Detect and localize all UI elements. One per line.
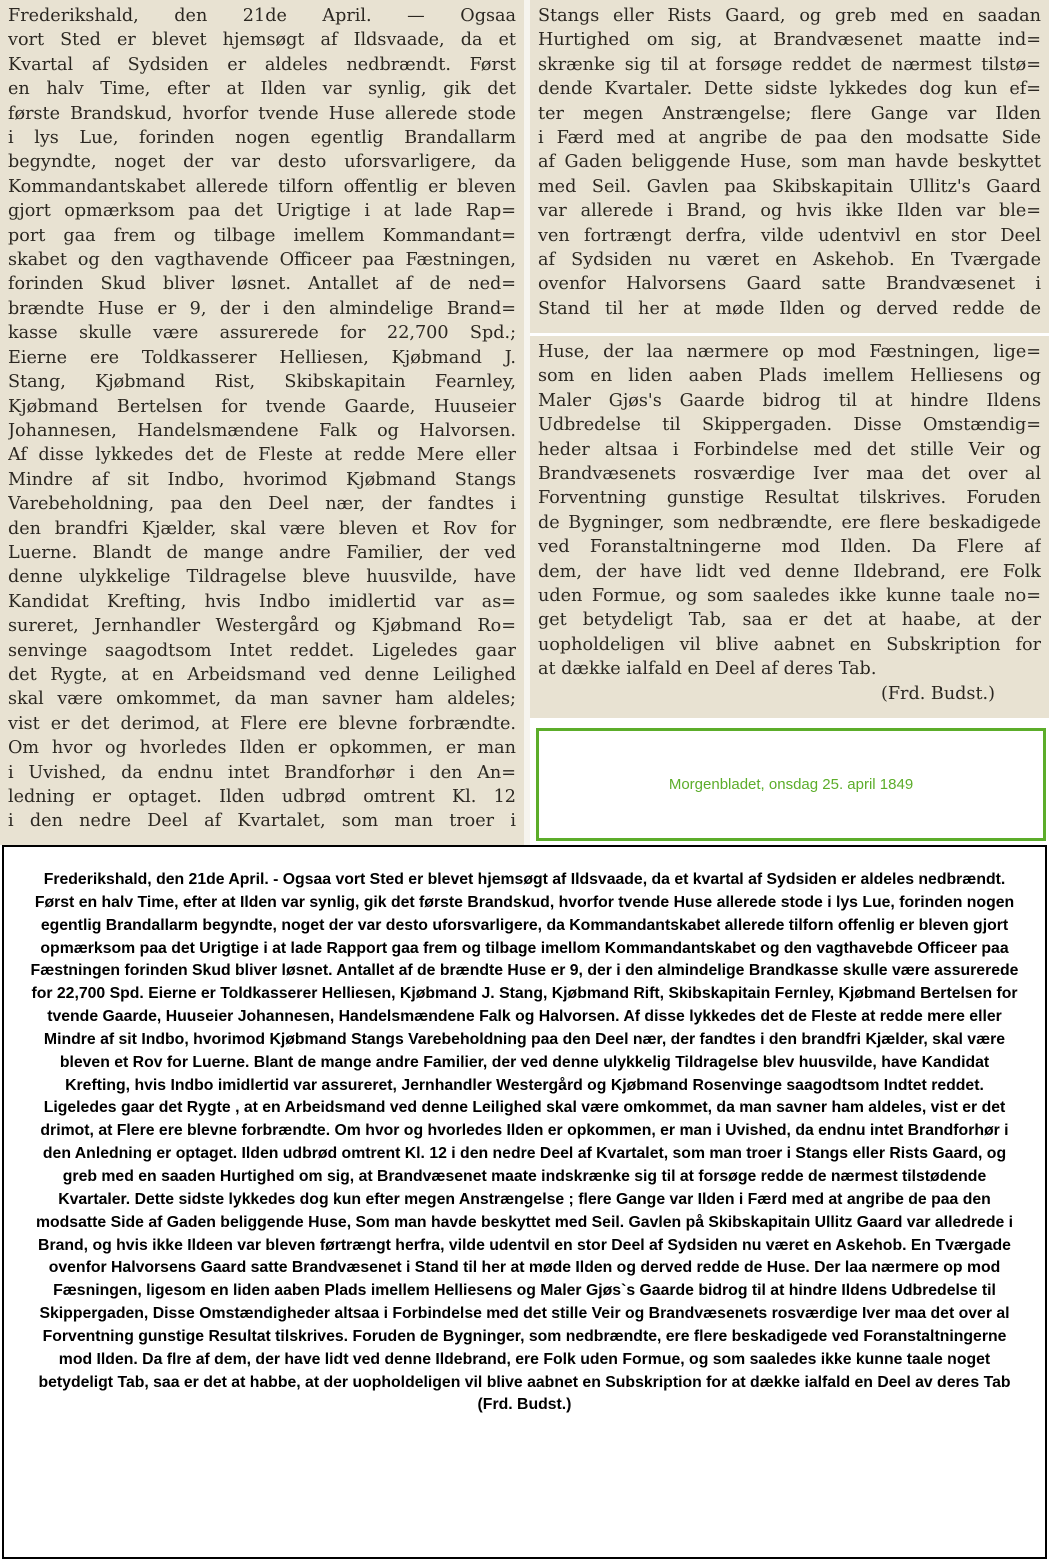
- scan-line: Johannesen, Handelsmændene Falk og Halvorsen.: [8, 420, 516, 441]
- scan-right-column-bottom: [530, 336, 1049, 718]
- source-caption-box: [536, 728, 1046, 841]
- scan-line: i Færd med at angribe de paa den modsatte Side: [538, 128, 1041, 149]
- scan-line: en halv Time, efter at Ilden var synlig, gik det: [8, 79, 516, 100]
- scan-line: af Gaden beliggende Huse, som man havde beskyttet: [538, 152, 1041, 173]
- scan-line: vort Sted er blevet hjemsøgt af Ildsvaade, da et: [8, 30, 516, 51]
- scan-line: Kandidat Krefting, hvis Indbo imidlertid var as=: [8, 591, 516, 612]
- scan-line: Stangs eller Rists Gaard, og greb med en saadan: [538, 6, 1041, 26]
- scan-line: var allerede i Brand, og hvis ikke Ilden var ble=: [538, 201, 1041, 222]
- scan-line: vist er det derimod, at Flere ere blevne forbrændte.: [8, 713, 516, 734]
- scan-line: skrænke sig til at forsøge reddet de nærmest tilstø=: [538, 54, 1041, 75]
- scan-line: dem, der have lidt ved denne Ildebrand, ere Folk: [538, 561, 1041, 582]
- scan-line: Mindre af sit Indbo, hvorimod Kjøbmand Stangs: [8, 469, 516, 490]
- scan-line: kasse skulle være assurerede for 22,700 Spd.;: [8, 323, 516, 344]
- scan-line: Varebeholdning, paa den Deel nær, der fandtes i: [8, 494, 516, 515]
- scan-line: ovenfor Halvorsens Gaard satte Brandvæsenet i: [538, 274, 1041, 295]
- scan-line: senvinge saagodtsom Intet reddet. Ligeledes gaar: [8, 640, 516, 661]
- scan-line: brændte Huse er 9, der i den almindelige Brand=: [8, 298, 516, 319]
- scan-line: Om hvor og hvorledes Ilden er opkommen, er man: [8, 738, 516, 759]
- scan-line: port gaa frem og tilbage imellem Kommandant=: [8, 225, 516, 246]
- scan-line: Udbredelse til Skippergaden. Disse Omstændig=: [538, 415, 1041, 436]
- scan-line: Kvartal af Sydsiden er aldeles nedbrændt. Først: [8, 54, 516, 75]
- scan-line: ledning er optaget. Ilden udbrød omtrent Kl. 12: [8, 787, 516, 807]
- scan-line: Kjøbmand Bertelsen for tvende Gaarde, Huuseier: [8, 396, 516, 417]
- scan-line: denne ulykkelige Tildragelse bleve huusvilde, have: [8, 567, 516, 588]
- scan-line: med Seil. Gavlen paa Skibskapitain Ullitz's Gaard: [538, 176, 1041, 197]
- scan-line: get betydeligt Tab, saa er det at haabe, at der: [538, 610, 1041, 631]
- scan-line: uden Formue, og som saaledes ikke kunne taale no=: [538, 586, 1041, 607]
- scan-line: skabet og den vagthavende Officeer paa Fæstningen,: [8, 250, 516, 271]
- source-caption: Morgenbladet, onsdag 25. april 1849: [668, 776, 914, 793]
- scan-line: i den nedre Deel af Kvartalet, som man troer i: [8, 811, 516, 832]
- scan-line: i lys Lue, forinden nogen egentlig Brandallarm: [8, 128, 516, 149]
- scan-line: i Uvished, da endnu intet Brandforhør i den An=: [8, 762, 516, 783]
- scan-line: Kommandantskabet allerede tilforn offentlig er bleven: [8, 176, 516, 197]
- scan-line: uopholdeligen vil blive aabnet en Subskription for: [538, 634, 1041, 655]
- scan-line: ter megen Anstrængelse; flere Gange var Ilden: [538, 103, 1041, 124]
- scan-line: Hurtighed om sig, at Brandvæsenet maatte ind=: [538, 30, 1041, 51]
- scan-line: Maler Gjøs's Gaarde bidrog til at hindre Ildens: [538, 390, 1041, 411]
- scan-line: Forventning gunstige Resultat tilskrives. Foruden: [538, 488, 1041, 509]
- scan-line: (Frd. Budst.): [880, 683, 995, 704]
- scan-line: Luerne. Blandt de mange andre Familier, der ved: [8, 542, 516, 563]
- transcription-box: [2, 845, 1047, 1559]
- scan-line: Stand til her at møde Ilden og derved redde de: [538, 298, 1041, 319]
- scan-line: som en liden aaben Plads imellem Helliesens og: [538, 366, 1041, 387]
- scan-line: Brandvæsenets rosværdige Iver maa det over al: [538, 464, 1041, 485]
- transcription-text: Frederikshald, den 21de April. - Ogsaa vort Sted er blevet hjemsøgt af Ildsvaade, da et kvartal af Sydsiden er aldeles nedbrændt. Først en halv Time, efter at Ilden var synlig, gik det første Brandskud, hvorfor tvende Huse allerede stode i lys Lue, forinden nogen egentlig Brandallarm begyndte, noget der var desto uforsvarligere, da Kommandantskabet allerede tilforn offenlig er bleven gjort opmærksom paa det Urigtige i at lade Rapport gaa frem og tilbage imellom Kommandantskabet og den vagthavebde Officeer paa Fæstningen forinden Skud bliver løsnet. Antallet af de brændte Huse er 9, der i den almindelige Brandkasse skulle være assurerede for 22,700 Spd. Eierne er Toldkasserer Helliesen, Kjøbmand J. Stang, Kjøbmand Rift, Skibskapitain Fernley, Kjøbmand Bertelsen for tvende Gaarde, Huuseier Johannesen, Handelsmændene Falk og Halvorsen. Af disse lykkedes det de Fleste at redde mere eller Mindre af sit Indbo, hvorimod Kjøbmand Stangs Varebeholdning paa den Deel nær, der fandtes i den brandfri Kjælder, skal være bleven et Rov for Luerne. Blant de mange andre Familier, der ved denne ulykkelig Tildragelse blev huusvilde, have Kandidat Krefting, hvis Indbo imidlertid var assureret, Jernhandler Westergård og Kjøbmand Rosenvinge saagodtsom Indtet reddet. Ligeledes gaar det Rygte , at en Arbeidsmand ved denne Leilighed skal være omkommet, da man savner ham aldeles, vist er det drimot, at Flere ere blevne forbrændte. Om hvor og hvorledes Ilden er opkommen, er man i Uvished, da endnu intet Brandforhør i den Anledning er optaget. Ilden udbrød omtrent Kl. 12 i den nedre Deel af Kvartalet, som man troer i Stangs eller Rists Gaard, og greb med en saaden Hurtighed om sig, at Brandvæsenet maate indskrænke sig til at forsøge redde de nærmest tilstødende Kvartaler. Dette sidste lykkedes dog kun efter megen Anstrængelse ; flere Gange var Ilden i Færd med at angribe de paa den modsatte Side af Gaden beliggende Huse, Som man havde beskyttet med Seil. Gavlen på Skibskapitain Ullitz Gaard var alledrede i Brand, og hvis ikke Ildeen var bleven førtrængt herfra, vilde udentvil en stor Deel af Sydsiden nu været en Askehob. En Tværgade ovenfor Halvorsens Gaard satte Brandvæsenet i Stand til her at møde Ilden og derved redde de Huse. Der laa nærmere op mod Fæsningen, ligesom en liden aaben Plads imellem Helliesens og Maler Gjøs`s Gaarde bidrog til at hindre Ildens Udbredelse til Skippergaden, Disse Omstændigheder altsaa i Forbindelse med det stille Veir og Brandvæsenets rosværdige Iver maa det over al Forventning gunstige Resultat tilskrives. Foruden de Bygninger, som nedbrændte, ere flere beskadigede ved Foranstaltningerne mod Ilden. Da flre af dem, der have lidt ved denne Ildebrand, ere Folk uden Formue, og som saaledes ikke kunne taale noget betydeligt Tab, saa er det at habbe, at der uopholdeligen vil blive aabnet en Subskription for at dække ialfald en Deel av deres Tab: [30, 871, 1019, 1391]
- scan-line: dende Kvartaler. Dette sidste lykkedes dog kun ef=: [538, 79, 1041, 100]
- scan-line: gjort opmærksom paa det Urigtige i at lade Rap=: [8, 201, 516, 222]
- scan-line: begyndte, noget der var desto uforsvarligere, da: [8, 152, 516, 173]
- scan-line: af Sydsiden nu været en Askehob. En Tværgade: [538, 250, 1041, 271]
- scan-left-column: [0, 0, 524, 845]
- scan-line: at dække ialfald en Deel af deres Tab.: [538, 659, 877, 680]
- scan-line: skal være omkommet, da man savner ham aldeles;: [8, 689, 516, 710]
- scan-line: heder altsaa i Forbindelse med det stille Veir og: [538, 439, 1041, 460]
- transcription-signature: (Frd. Budst.): [477, 1396, 572, 1414]
- scan-line: Af disse lykkedes det de Fleste at redde Mere eller: [8, 445, 516, 466]
- scan-line: den brandfri Kjælder, skal være bleven et Rov for: [8, 518, 516, 539]
- scan-line: ven fortrængt derfra, vilde udentvivl en stor Deel: [538, 225, 1041, 246]
- scan-line: Eierne ere Toldkasserer Helliesen, Kjøbmand J.: [8, 347, 516, 368]
- scan-line: Frederikshald, den 21de April. — Ogsaa: [8, 6, 516, 26]
- scan-line: Stang, Kjøbmand Rist, Skibskapitain Fearnley,: [8, 372, 516, 393]
- scan-line: sureret, Jernhandler Westergård og Kjøbmand Ro=: [8, 616, 516, 637]
- scan-line: Huse, der laa nærmere op mod Fæstningen, lige=: [538, 342, 1041, 362]
- scan-line: forinden Skud bliver løsnet. Antallet af de ned=: [8, 274, 516, 295]
- scan-line: de Bygninger, som nedbrændte, ere flere beskadigede: [538, 512, 1041, 533]
- scan-line: ved Foranstaltningerne mod Ilden. Da Flere af: [538, 537, 1041, 558]
- scan-right-column-top: [530, 0, 1049, 333]
- scan-line: første Brandskud, hvorfor tvende Huse allerede stode: [8, 103, 516, 124]
- scan-line: det Rygte, at en Arbeidsmand ved denne Leilighed: [8, 664, 516, 685]
